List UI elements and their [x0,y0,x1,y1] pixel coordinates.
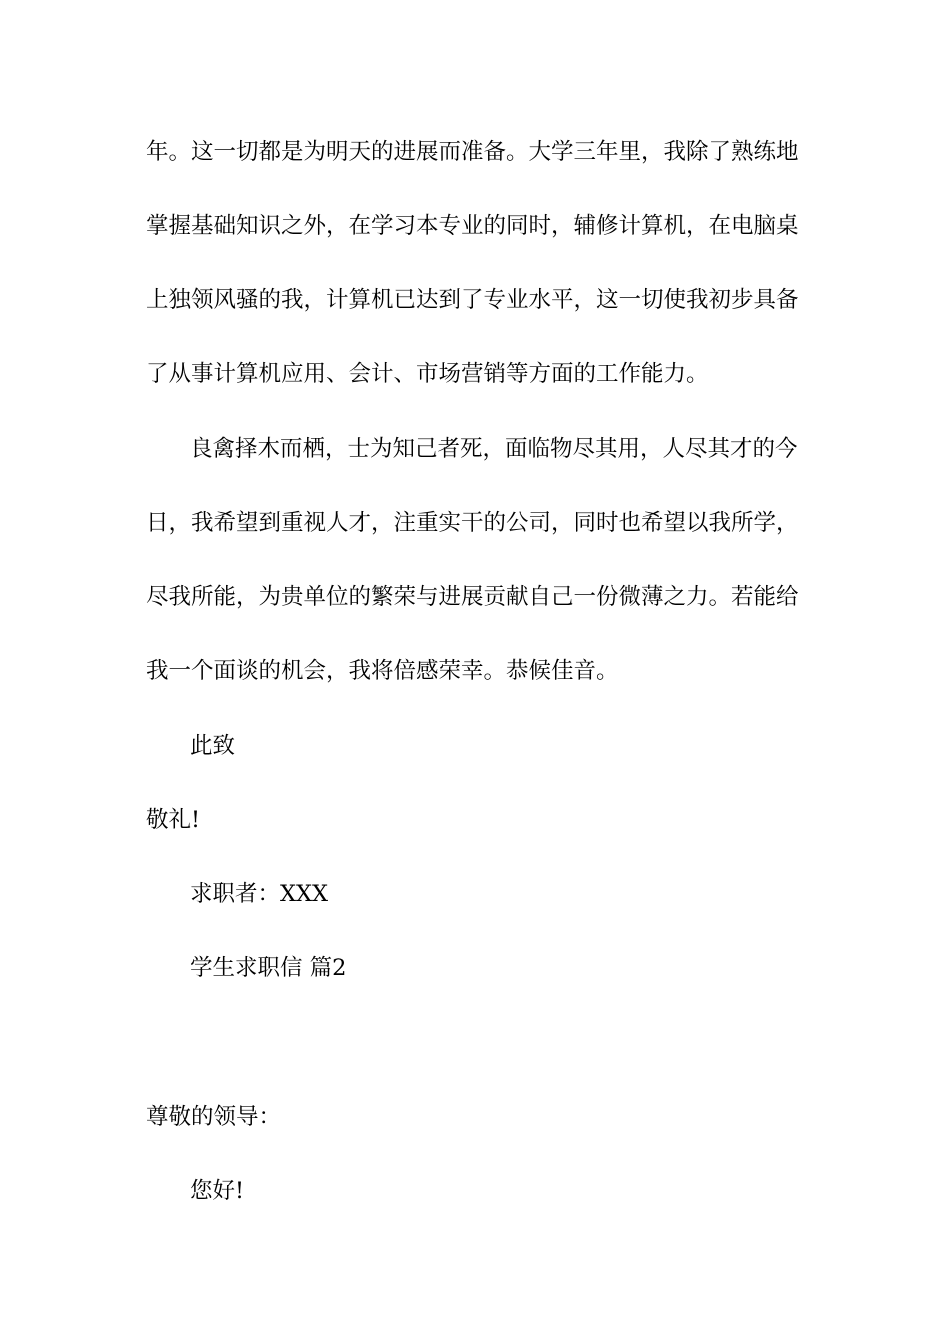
letter-2-greeting: 尊敬的领导： [146,1104,282,1130]
section-heading: 学生求职信 篇2 [190,955,347,981]
paragraph-2-line-4: 我一个面谈的机会，我将倍感荣幸。恭候佳音。 [146,658,619,684]
letter-2-opening: 您好! [190,1178,245,1204]
paragraph-1-line-4: 了从事计算机应用、会计、市场营销等方面的工作能力。 [146,361,709,387]
paragraph-1-line-3: 上独领风骚的我，计算机已达到了专业水平，这一切使我初步具备 [146,287,799,313]
paragraph-1-line-2: 掌握基础知识之外，在学习本专业的同时，辅修计算机，在电脑桌 [146,213,799,239]
paragraph-1-line-1: 年。这一切都是为明天的进展而准备。大学三年里，我除了熟练地 [146,139,799,165]
paragraph-2-line-3: 尽我所能，为贵单位的繁荣与进展贡献自己一份微薄之力。若能给 [146,584,799,610]
paragraph-2-line-1: 良禽择木而栖，士为知己者死，面临物尽其用，人尽其才的今 [190,436,798,462]
paragraph-2-line-2: 日，我希望到重视人才，注重实干的公司，同时也希望以我所学， [146,510,799,536]
closing-salutation: 此致 [190,733,236,759]
signature: 求职者：XXX [190,881,329,907]
closing-regards: 敬礼! [146,807,201,833]
